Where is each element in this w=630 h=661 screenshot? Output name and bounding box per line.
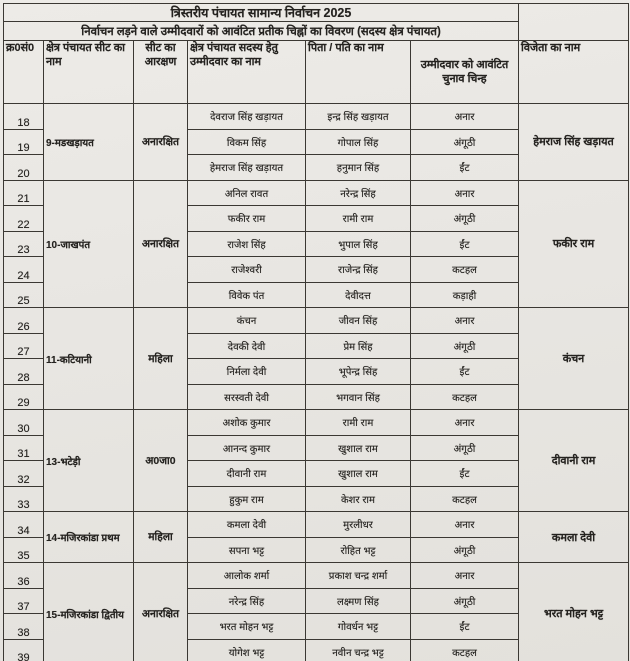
candidate-name-cell: कंचन bbox=[188, 308, 306, 334]
election-symbol-cell: कटहल bbox=[411, 384, 519, 410]
election-symbol-cell: कटहल bbox=[411, 639, 519, 661]
father-husband-name-cell: गोपाल सिंह bbox=[306, 129, 411, 155]
father-husband-name-cell: रामी राम bbox=[306, 410, 411, 436]
reservation-cell: अनारक्षित bbox=[134, 104, 188, 181]
column-header-serial: क्र0सं0 bbox=[4, 41, 44, 104]
election-symbol-cell: अंगूठी bbox=[411, 206, 519, 232]
document-title: त्रिस्तरीय पंचायत सामान्य निर्वाचन 2025 bbox=[4, 4, 519, 22]
serial-number-cell: 35 bbox=[4, 537, 44, 563]
candidate-name-cell: देवराज सिंह खड़ायत bbox=[188, 104, 306, 130]
election-symbol-cell: अनार bbox=[411, 104, 519, 130]
serial-number-cell: 30 bbox=[4, 410, 44, 436]
candidate-row bbox=[4, 180, 629, 206]
seat-name-cell: 13-भटेड़ी bbox=[44, 410, 134, 512]
father-husband-name-cell: रोहित भट्ट bbox=[306, 537, 411, 563]
election-symbol-cell: कटहल bbox=[411, 486, 519, 512]
election-symbol-cell: अंगूठी bbox=[411, 333, 519, 359]
serial-number-cell: 25 bbox=[4, 282, 44, 308]
winner-name-cell: कंचन bbox=[519, 308, 629, 410]
election-symbol-cell: अनार bbox=[411, 180, 519, 206]
election-symbol-cell: अनार bbox=[411, 512, 519, 538]
father-husband-name-cell: भगवान सिंह bbox=[306, 384, 411, 410]
father-husband-name-cell: गोवर्धन भट्ट bbox=[306, 614, 411, 640]
candidate-name-cell: दीवानी राम bbox=[188, 461, 306, 487]
candidate-name-cell: देवकी देवी bbox=[188, 333, 306, 359]
father-husband-name-cell: भूपेन्द्र सिंह bbox=[306, 359, 411, 385]
father-husband-name-cell: इन्द्र सिंह खड़ायत bbox=[306, 104, 411, 130]
candidate-name-cell: राजेश सिंह bbox=[188, 231, 306, 257]
serial-number-cell: 21 bbox=[4, 180, 44, 206]
serial-number-cell: 31 bbox=[4, 435, 44, 461]
seat-name-cell: 11-कटियानी bbox=[44, 308, 134, 410]
winner-name-cell: भरत मोहन भट्ट bbox=[519, 563, 629, 661]
candidate-name-cell: अनिल रावत bbox=[188, 180, 306, 206]
candidate-name-cell: विकम सिंह bbox=[188, 129, 306, 155]
serial-number-cell: 39 bbox=[4, 639, 44, 661]
seat-name-cell: 15-मजिरकांडा द्वितीय bbox=[44, 563, 134, 661]
serial-number-cell: 22 bbox=[4, 206, 44, 232]
serial-number-cell: 28 bbox=[4, 359, 44, 385]
election-symbol-cell: ईंट bbox=[411, 359, 519, 385]
winner-name-cell: हेमराज सिंह खड़ायत bbox=[519, 104, 629, 181]
winner-name-cell: दीवानी राम bbox=[519, 410, 629, 512]
reservation-cell: अनारक्षित bbox=[134, 180, 188, 308]
title-row bbox=[4, 4, 629, 22]
serial-number-cell: 20 bbox=[4, 155, 44, 181]
candidate-name-cell: विवेक पंत bbox=[188, 282, 306, 308]
election-symbol-cell: अंगूठी bbox=[411, 588, 519, 614]
serial-number-cell: 24 bbox=[4, 257, 44, 283]
serial-number-cell: 36 bbox=[4, 563, 44, 589]
election-symbol-cell: ईंट bbox=[411, 231, 519, 257]
column-header-symbol: उम्मीदवार को आवंटित चुनाव चिन्ह bbox=[411, 41, 519, 104]
serial-number-cell: 34 bbox=[4, 512, 44, 538]
serial-number-cell: 38 bbox=[4, 614, 44, 640]
father-husband-name-cell: खुशाल राम bbox=[306, 461, 411, 487]
reservation-cell: अ0जा0 bbox=[134, 410, 188, 512]
header-row bbox=[4, 41, 629, 104]
election-symbol-cell: अंगूठी bbox=[411, 435, 519, 461]
election-symbol-cell: ईंट bbox=[411, 461, 519, 487]
candidate-row bbox=[4, 512, 629, 538]
candidate-row bbox=[4, 104, 629, 130]
candidate-name-cell: भरत मोहन भट्ट bbox=[188, 614, 306, 640]
candidate-name-cell: हेमराज सिंह खड़ायत bbox=[188, 155, 306, 181]
father-husband-name-cell: प्रेम सिंह bbox=[306, 333, 411, 359]
candidate-name-cell: अशोक कुमार bbox=[188, 410, 306, 436]
column-header-winner-name: विजेता का नाम bbox=[519, 41, 629, 104]
candidate-name-cell: फकीर राम bbox=[188, 206, 306, 232]
seat-name-cell: 10-जाखपंत bbox=[44, 180, 134, 308]
reservation-cell: महिला bbox=[134, 308, 188, 410]
seat-name-cell: 9-मडखड़ायत bbox=[44, 104, 134, 181]
election-symbol-cell: अनार bbox=[411, 410, 519, 436]
father-husband-name-cell: नवीन चन्द्र भट्ट bbox=[306, 639, 411, 661]
reservation-cell: महिला bbox=[134, 512, 188, 563]
election-symbol-cell: अंगूठी bbox=[411, 129, 519, 155]
father-husband-name-cell: केशर राम bbox=[306, 486, 411, 512]
serial-number-cell: 32 bbox=[4, 461, 44, 487]
column-header-seat-name: क्षेत्र पंचायत सीट का नाम bbox=[44, 41, 134, 104]
candidate-rows-body bbox=[4, 104, 629, 661]
candidate-row bbox=[4, 563, 629, 589]
winner-name-cell: फकीर राम bbox=[519, 180, 629, 308]
reservation-cell: अनारक्षित bbox=[134, 563, 188, 661]
election-symbol-cell: अंगूठी bbox=[411, 537, 519, 563]
candidate-name-cell: योगेश भट्ट bbox=[188, 639, 306, 661]
candidate-name-cell: सरस्वती देवी bbox=[188, 384, 306, 410]
column-header-reservation: सीट का आरक्षण bbox=[134, 41, 188, 104]
column-header-father-husband-name: पिता / पति का नाम bbox=[306, 41, 411, 104]
father-husband-name-cell: मुरलीधर bbox=[306, 512, 411, 538]
election-symbol-cell: कड़ाही bbox=[411, 282, 519, 308]
father-husband-name-cell: हनुमान सिंह bbox=[306, 155, 411, 181]
document-subtitle: निर्वाचन लड़ने वाले उम्मीदवारों को आवंटित प्रतीक चिह्नों का विवरण (सदस्य क्षेत्र पंचायत) bbox=[4, 22, 519, 41]
candidate-name-cell: सपना भट्ट bbox=[188, 537, 306, 563]
candidate-name-cell: नरेन्द्र सिंह bbox=[188, 588, 306, 614]
serial-number-cell: 33 bbox=[4, 486, 44, 512]
father-husband-name-cell: देवीदत्त bbox=[306, 282, 411, 308]
father-husband-name-cell: प्रकाश चन्द्र शर्मा bbox=[306, 563, 411, 589]
candidate-name-cell: कमला देवी bbox=[188, 512, 306, 538]
father-husband-name-cell: भुपाल सिंह bbox=[306, 231, 411, 257]
candidate-name-cell: आनन्द कुमार bbox=[188, 435, 306, 461]
serial-number-cell: 18 bbox=[4, 104, 44, 130]
candidate-name-cell: आलोक शर्मा bbox=[188, 563, 306, 589]
winner-name-cell: कमला देवी bbox=[519, 512, 629, 563]
serial-number-cell: 26 bbox=[4, 308, 44, 334]
father-husband-name-cell: खुशाल राम bbox=[306, 435, 411, 461]
election-symbol-cell: अनार bbox=[411, 563, 519, 589]
serial-number-cell: 29 bbox=[4, 384, 44, 410]
candidate-name-cell: राजेश्वरी bbox=[188, 257, 306, 283]
election-symbol-cell: कटहल bbox=[411, 257, 519, 283]
election-symbol-cell: ईंट bbox=[411, 614, 519, 640]
election-symbol-cell: अनार bbox=[411, 308, 519, 334]
father-husband-name-cell: रामी राम bbox=[306, 206, 411, 232]
father-husband-name-cell: राजेन्द्र सिंह bbox=[306, 257, 411, 283]
serial-number-cell: 23 bbox=[4, 231, 44, 257]
father-husband-name-cell: लक्ष्मण सिंह bbox=[306, 588, 411, 614]
serial-number-cell: 37 bbox=[4, 588, 44, 614]
election-results-table bbox=[3, 3, 629, 661]
father-husband-name-cell: जीवन सिंह bbox=[306, 308, 411, 334]
candidate-row bbox=[4, 410, 629, 436]
candidate-row bbox=[4, 308, 629, 334]
father-husband-name-cell: नरेन्द्र सिंह bbox=[306, 180, 411, 206]
serial-number-cell: 19 bbox=[4, 129, 44, 155]
column-header-candidate-name: क्षेत्र पंचायत सदस्य हेतु उम्मीदवार का नाम bbox=[188, 41, 306, 104]
serial-number-cell: 27 bbox=[4, 333, 44, 359]
election-symbol-cell: ईंट bbox=[411, 155, 519, 181]
seat-name-cell: 14-मजिरकांडा प्रथम bbox=[44, 512, 134, 563]
candidate-name-cell: निर्मला देवी bbox=[188, 359, 306, 385]
candidate-name-cell: हुकुम राम bbox=[188, 486, 306, 512]
top-right-empty-cell bbox=[519, 4, 629, 41]
